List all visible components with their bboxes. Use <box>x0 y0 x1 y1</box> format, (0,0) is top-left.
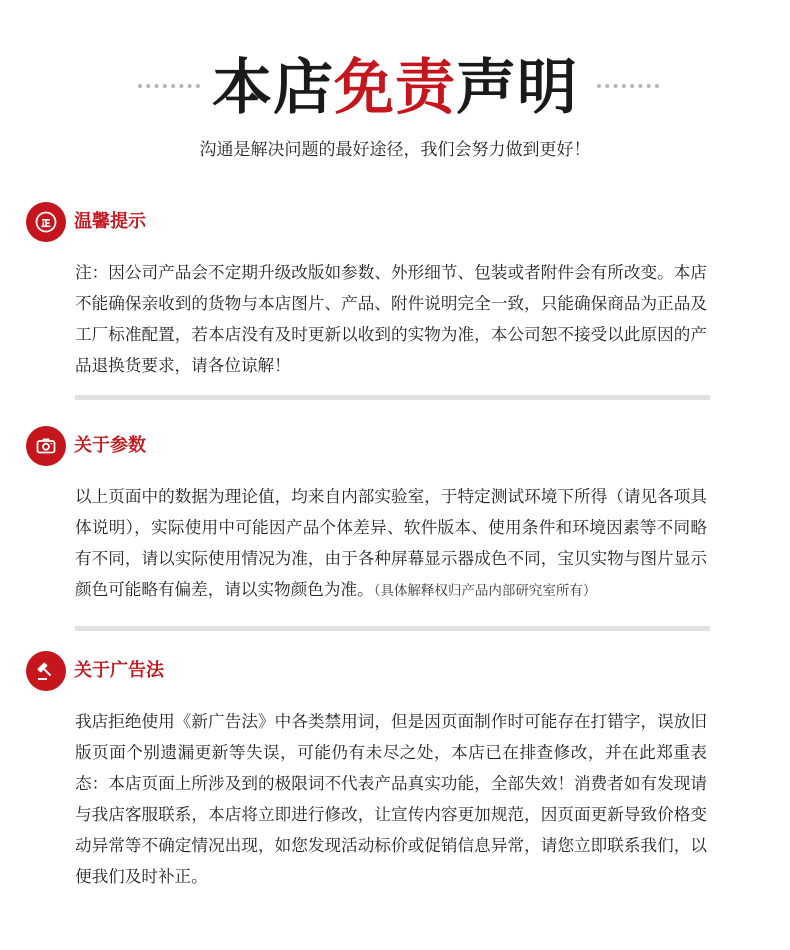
page-title: 本店免责声明 <box>212 53 578 123</box>
section-divider <box>75 626 710 631</box>
title-accent: 免责 <box>334 53 456 123</box>
section-title: 关于参数 <box>74 435 146 456</box>
section-title: 温馨提示 <box>74 211 146 232</box>
gavel-icon <box>26 651 66 691</box>
camera-icon <box>26 426 66 466</box>
section-body: 注：因公司产品会不定期升级改版如参数、外形细节、包装或者附件会有所改变。本店不能确保亲收到的货物与本店图片、产品、附件说明完全一致，只能确保商品为正品及工厂标准配置，若本店没有及时更新以收到的实物为准，本公司恕不接受以此原因的产品退换货要求，请各位谅解！ <box>75 263 707 375</box>
section-divider <box>75 395 710 400</box>
page-subtitle: 沟通是解决问题的最好途径，我们会努力做到更好！ <box>199 140 591 160</box>
section-body: 以上页面中的数据为理论值，均来自内部实验室，于特定测试环境下所得（请见各项具体说明），实际使用中可能因产品个体差异、软件版本、使用条件和环境因素等不同略有不同，请以实际使用情况为准，由于各种屏幕显示器成色不同，宝贝实物与图片显示颜色可能略有偏差，请以实物颜色为准。（具体解释权归产品内部研究室所有） <box>75 487 707 599</box>
decorative-dots-right <box>597 84 659 88</box>
section-title: 关于广告法 <box>74 660 164 681</box>
page-header <box>0 48 790 128</box>
section-body: 我店拒绝使用《新广告法》中各类禁用词，但是因页面制作时可能存在打错字，误放旧版页面个别遗漏更新等失误，可能仍有未尽之处，本店已在排查修改，并在此郑重表态：本店页面上所涉及到的极限词不代表产品真实功能，全部失效！消费者如有发现请与我店客服联系，本店将立即进行修改，让宣传内容更加规范，因页面更新导致价格变动异常等不确定情况出现，如您发现活动标价或促销信息异常，请您立即联系我们，以便我们及时补正。 <box>75 712 707 886</box>
section-note: （具体解释权归产品内部研究室所有） <box>373 583 597 599</box>
seal-icon <box>26 202 66 242</box>
